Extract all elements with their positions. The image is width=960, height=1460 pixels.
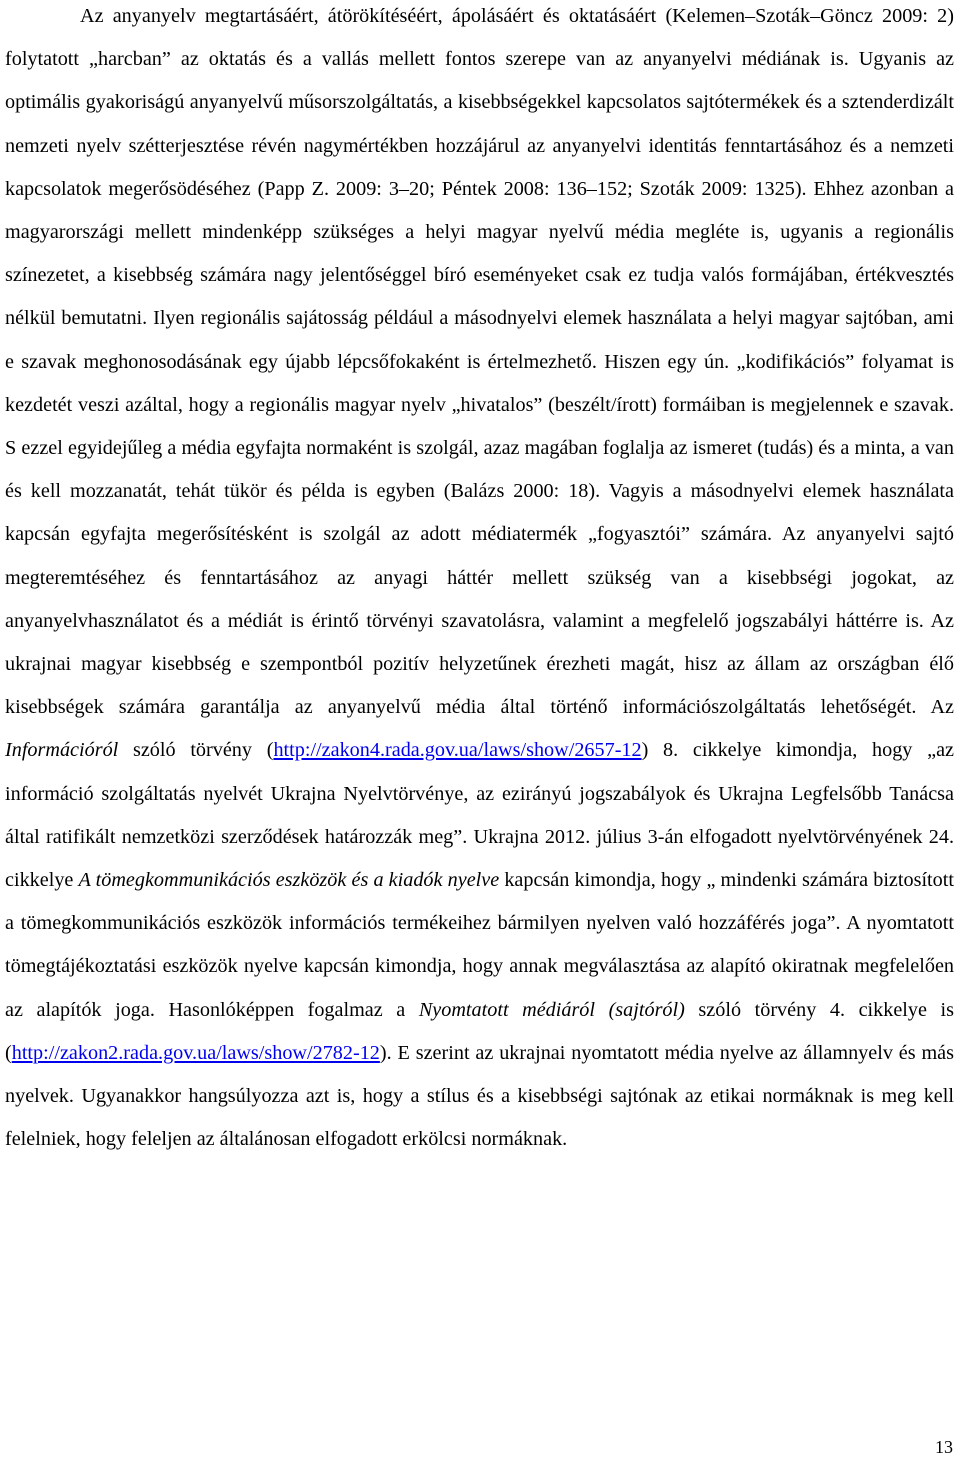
page-number: 13: [935, 1437, 953, 1457]
text-segment: Az anyanyelv megtartásáért, átörökítéséért, ápolásáért és oktatásáért (Kelemen–Szoták–Göncz 2009: 2) folytatott „harcban” az oktatás és a vallás mellett fontos szerepe van az anyanyelvi médiának is. Ugyanis az optimális gyakoriságú anyanyelvű műsorszolgáltatás, a kisebbségekkel kapcsolatos sajtótermékek és a sztenderdizált nemzeti nyelv szétterjesztése révén nagymértékben hozzájárul az anyanyelvi identitás fenntartásához és a nemzeti kapcsolatok megerősödéséhez (Papp Z. 2009: 3–20; Péntek 2008: 136–152; Szoták 2009: 1325). Ehhez azonban a magyarországi mellett mindenképp szükséges a helyi magyar nyelvű média megléte is, ugyanis a regionális színezetet, a kisebbség számára nagy jelentőséggel bíró eseményeket csak ez tudja valós formájában, értékvesztés nélkül bemutatni. Ilyen regionális sajátosság például a másodnyelvi elemek használata a helyi magyar sajtóban, ami e szavak meghonosodásának egy újabb lépcsőfokaként is értelmezhető. Hiszen egy ún. „kodifikációs” folyamat is kezdetét veszi azáltal, hogy a regionális magyar nyelv „hivatalos” (beszélt/írott) formáiban is megjelennek e szavak. S ezzel egyidejűleg a média egyfajta normaként is szolgál, azaz magában foglalja az ismeret (tudás) és a minta, a van és kell mozzanatát, tehát tükör és példa is egyben (Balázs 2000: 18). Vagyis a másodnyelvi elemek használata kapcsán egyfajta megerősítésként is szolgál az adott médiatermék „fogyasztói” számára. Az anyanyelvi sajtó megteremtéséhez és fenntartásához az anyagi háttér mellett szükség van a kisebbségi jogokat, az anyanyelvhasználatot és a médiát is érintő törvényi szavatolásra, valamint a megfelelő jogszabályi háttérre is. Az ukrajnai magyar kisebbség e szempontból pozitív helyzetűnek érezheti magát, hisz az állam az országban élő kisebbségek számára garantálja az anyanyelvű média által történő információszolgáltatás lehetőségét. Az: [5, 5, 954, 719]
text-segment: kapcsán kimondja, hogy „ mindenki számára biztosított a tömegkommunikációs eszközök információs termékeihez bármilyen nyelven való hozzáférés joga”. A nyomtatott tömegtájékoztatási eszközök nyelve kapcsán kimondja, hogy annak megválasztása az alapító okiratnak megfelelően az alapítók joga. Hasonlóképpen fogalmaz a: [5, 869, 954, 1021]
text-segment: szóló törvény 4. cikkelye is (: [5, 998, 954, 1064]
text-segment: ) 8. cikkelye kimondja, hogy „az információ szolgáltatás nyelvét Ukrajna Nyelvtörvénye, az ezirányú jogszabályok és Ukrajna Legfelsőbb Tanácsa által ratifikált nemzetközi szerződések határozzák meg”. Ukrajna 2012. július 3-án elfogadott nyelvtörvényének 24. cikkelye: [5, 739, 954, 892]
body-paragraph: [5, 0, 954, 1161]
law-link-2782-12[interactable]: http://zakon2.rada.gov.ua/laws/show/2782-12: [11, 1041, 380, 1064]
law-link-2657-12[interactable]: http://zakon4.rada.gov.ua/laws/show/2657-12: [273, 739, 642, 762]
text-segment: szóló törvény (: [118, 739, 274, 762]
italic-title-nyomtatott-mediarol: Nyomtatott médiáról (sajtóról): [418, 998, 685, 1021]
text-segment: ). E szerint az ukrajnai nyomtatott média nyelve az államnyelv és más nyelvek. Ugyanakkor hangsúlyozza azt is, hogy a stílus és a kisebbségi sajtónak az etikai normáknak is meg kell felelniek, hogy feleljen az általánosan elfogadott erkölcsi normáknak.: [5, 1041, 954, 1151]
italic-title-tomegkommunikacios: A tömegkommunikációs eszközök és a kiadók nyelve: [78, 869, 500, 892]
italic-title-informaciorol: Információról: [5, 739, 119, 762]
